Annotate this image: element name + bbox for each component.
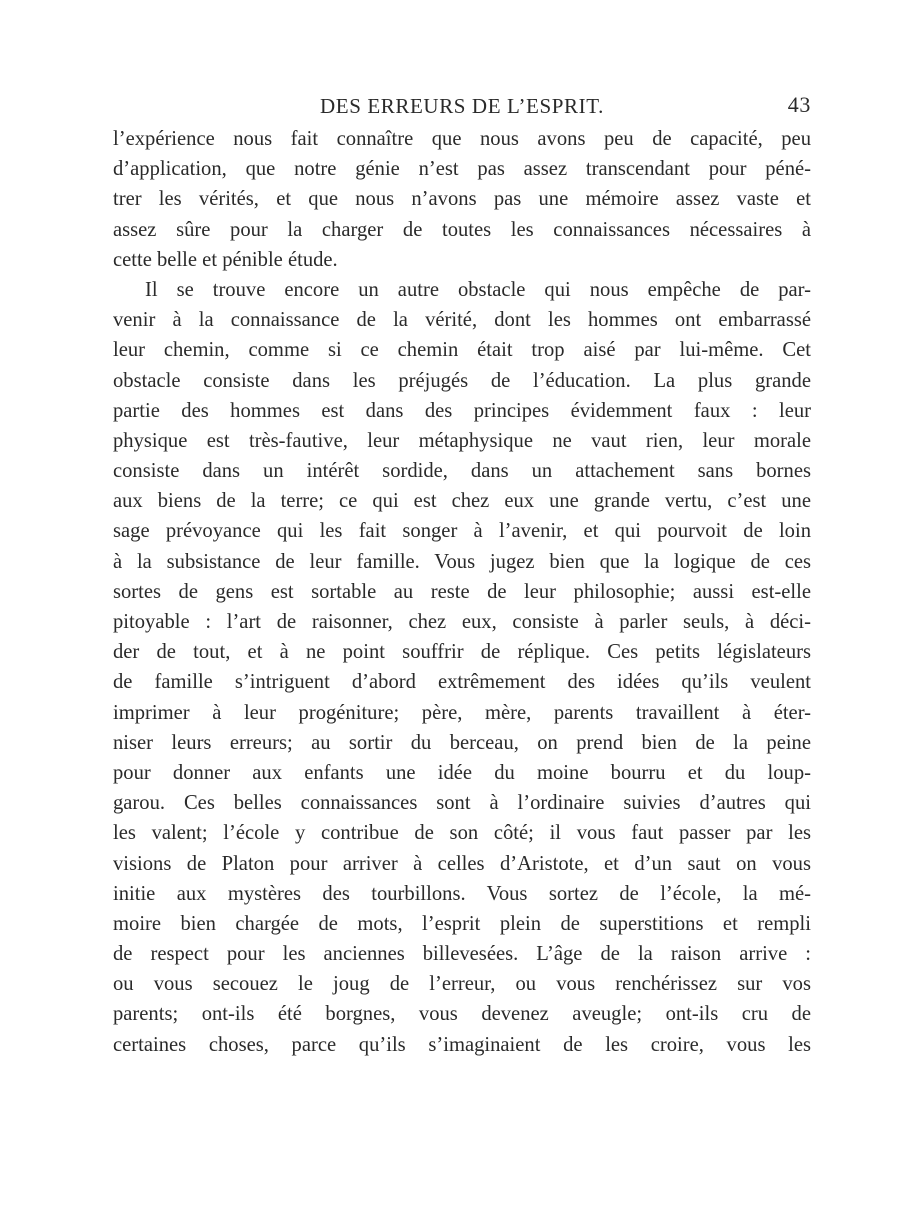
text-line: niser leurs erreurs; au sortir du berceau, on prend bien de la peine: [113, 731, 811, 754]
text-line: assez sûre pour la charger de toutes les connaissances nécessaires à: [113, 218, 811, 241]
text-line: de famille s’intriguent d’abord extrêmement des idées qu’ils veulent: [113, 671, 811, 694]
text-line: imprimer à leur progéniture; père, mère, parents travaillent à éter-: [113, 701, 811, 724]
text-line: venir à la connaissance de la vérité, dont les hommes ont embarrassé: [113, 309, 811, 332]
text-line: ou vous secouez le joug de l’erreur, ou vous renchérissez sur vos: [113, 973, 811, 996]
text-line: certaines choses, parce qu’ils s’imaginaient de les croire, vous les: [113, 1033, 811, 1056]
text-line: partie des hommes est dans des principes évidemment faux : leur: [113, 399, 811, 422]
running-head: [113, 88, 811, 124]
text-line: aux biens de la terre; ce qui est chez eux une grande vertu, c’est une: [113, 490, 811, 513]
text-line: l’expérience nous fait connaître que nous avons peu de capacité, peu: [113, 128, 811, 150]
text-line: les valent; l’école y contribue de son côté; il vous faut passer par les: [113, 822, 811, 845]
text-line: d’application, que notre génie n’est pas assez transcendant pour péné-: [113, 158, 811, 181]
text-line: de respect pour les anciennes billevesées. L’âge de la raison arrive :: [113, 943, 811, 966]
text-line: à la subsistance de leur famille. Vous jugez bien que la logique de ces: [113, 550, 811, 573]
text-line: garou. Ces belles connaissances sont à l’ordinaire suivies d’autres qui: [113, 792, 811, 815]
book-page: [113, 88, 811, 1060]
text-line: obstacle consiste dans les préjugés de l’éducation. La plus grande: [113, 369, 811, 392]
page-number: 43: [787, 92, 811, 117]
text-line: der de tout, et à ne point souffrir de réplique. Ces petits législateurs: [113, 641, 811, 664]
body-text: [113, 124, 811, 1060]
text-line: sortes de gens est sortable au reste de leur philosophie; aussi est-elle: [113, 580, 811, 603]
text-line: initie aux mystères des tourbillons. Vous sortez de l’école, la mé-: [113, 882, 811, 905]
text-line: sage prévoyance qui les fait songer à l’avenir, et qui pourvoit de loin: [113, 520, 811, 543]
text-line: leur chemin, comme si ce chemin était trop aisé par lui-même. Cet: [113, 339, 811, 362]
text-line: cette belle et pénible étude.: [113, 248, 338, 271]
text-line: trer les vérités, et que nous n’avons pas une mémoire assez vaste et: [113, 188, 811, 211]
text-line: consiste dans un intérêt sordide, dans un attachement sans bornes: [113, 460, 811, 483]
running-title: DES ERREURS DE L’ESPRIT.: [320, 94, 604, 118]
text-line: physique est très-fautive, leur métaphysique ne vaut rien, leur morale: [113, 429, 811, 452]
text-line: visions de Platon pour arriver à celles d’Aristote, et d’un saut on vous: [113, 852, 811, 875]
text-line: parents; ont-ils été borgnes, vous devenez aveugle; ont-ils cru de: [113, 1003, 811, 1026]
text-line: pour donner aux enfants une idée du moine bourru et du loup-: [113, 761, 811, 784]
text-line: moire bien chargée de mots, l’esprit plein de superstitions et rempli: [113, 912, 811, 935]
text-line: pitoyable : l’art de raisonner, chez eux, consiste à parler seuls, à déci-: [113, 611, 811, 633]
text-line: Il se trouve encore un autre obstacle qui nous empêche de par-: [145, 278, 811, 301]
